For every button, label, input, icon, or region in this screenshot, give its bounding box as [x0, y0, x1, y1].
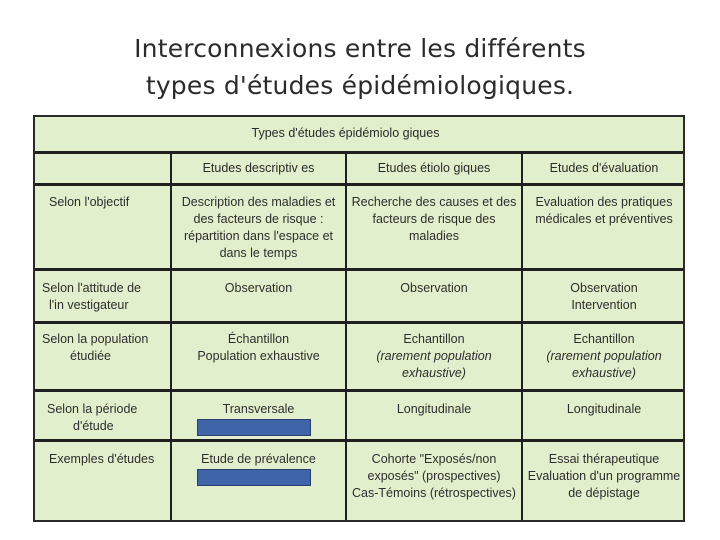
- table-banner: Types d'études épidémiolo giques: [251, 126, 440, 140]
- cell-periode-etiological: Longitudinale: [396, 402, 472, 416]
- row-label-attitude: Selon l'attitude de l'in vestigateur: [42, 281, 141, 312]
- cell-population-etiological: Echantillon (rarement population exhaustive): [376, 332, 492, 380]
- row-label-periode: Selon la période d'étude: [47, 402, 138, 433]
- cell-exemples-descriptive: Etude de prévalence: [201, 452, 316, 466]
- rule-below-headers: [35, 183, 683, 186]
- column-header-etiological: Etudes étiolo giques: [377, 161, 491, 175]
- cell-attitude-evaluation: Observation Intervention: [570, 281, 638, 312]
- cell-population-evaluation: Echantillon (rarement population exhaustive): [546, 332, 662, 380]
- row-label-population: Selon la population étudiée: [42, 332, 149, 363]
- row-label-exemples: Exemples d'études: [49, 452, 155, 466]
- cell-attitude-descriptive: Observation: [224, 281, 293, 295]
- cell-objectif-etiological: Recherche des causes et des facteurs de risque des maladies: [351, 195, 517, 243]
- cell-attitude-etiological: Observation: [400, 281, 468, 295]
- slide-title: [0, 30, 720, 104]
- highlight-box-prevalence: [197, 469, 311, 486]
- highlight-box-transversale: [197, 419, 311, 436]
- column-header-evaluation: Etudes d'évaluation: [549, 161, 659, 175]
- slide-title-line-2: types d'études épidémiologiques.: [145, 71, 575, 100]
- slide-title-line-1: Interconnexions entre les différents: [134, 34, 586, 63]
- cell-population-descriptive: Échantillon Population exhaustive: [197, 332, 320, 363]
- cell-periode-descriptive: Transversale: [222, 402, 295, 416]
- column-header-descriptive: Etudes descriptiv es: [202, 161, 315, 175]
- rule-row-2: [35, 321, 683, 324]
- cell-objectif-evaluation: Evaluation des pratiques médicales et préventives: [535, 195, 673, 226]
- study-types-table: [33, 115, 685, 522]
- cell-objectif-descriptive: Description des maladies et des facteurs de risque : répartition dans l'espace et dans le temps: [181, 195, 336, 260]
- rule-row-3: [35, 389, 683, 392]
- rule-below-banner: [35, 151, 683, 154]
- row-label-objectif: Selon l'objectif: [49, 195, 130, 209]
- cell-exemples-etiological: Cohorte "Exposés/non exposés" (prospectives) Cas-Témoins (rétrospectives): [352, 452, 516, 500]
- rule-row-1: [35, 268, 683, 271]
- cell-exemples-evaluation: Essai thérapeutique Evaluation d'un programme de dépistage: [527, 452, 681, 500]
- rule-row-4: [35, 439, 683, 442]
- cell-periode-evaluation: Longitudinale: [566, 402, 642, 416]
